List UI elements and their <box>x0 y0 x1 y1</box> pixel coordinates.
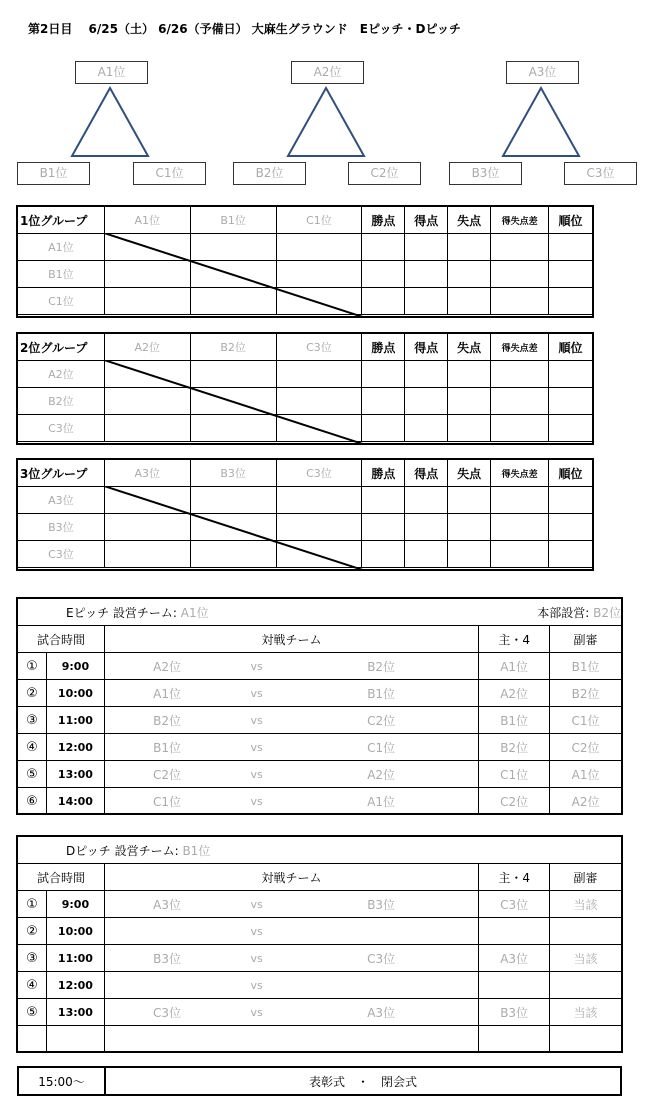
match-main-referee: C1位 <box>479 761 550 788</box>
match-sub-referee: B1位 <box>550 653 622 680</box>
match-sub-referee: 当該 <box>550 999 622 1026</box>
group-cell <box>362 361 405 388</box>
match-home: B1位 <box>104 734 229 761</box>
group-row-team: B2位 <box>18 388 105 415</box>
group-row-team: A3位 <box>18 487 105 514</box>
group-cell <box>448 361 491 388</box>
col-rank: 順位 <box>549 334 593 361</box>
group-cell <box>448 388 491 415</box>
match-sub-referee: C1位 <box>550 707 622 734</box>
match-time: 9:00 <box>46 653 104 680</box>
pitch-d-col-time: 試合時間 <box>18 864 105 891</box>
group-cell <box>405 261 448 288</box>
group-cell <box>362 514 405 541</box>
group-cell <box>549 514 593 541</box>
match-row <box>18 707 622 734</box>
match-away: A3位 <box>284 999 479 1026</box>
match-main-referee <box>479 972 550 999</box>
triangle-2-top: A2位 <box>291 61 364 84</box>
col-goals-against: 失点 <box>448 334 491 361</box>
group-name: 1位グループ <box>18 207 105 234</box>
match-vs: vs <box>229 918 284 945</box>
match-vs: vs <box>229 972 284 999</box>
match-main-referee <box>479 1026 550 1053</box>
match-vs: vs <box>229 999 284 1026</box>
match-number: ③ <box>18 707 47 734</box>
pitch-e-title: Eピッチ 設営チーム: <box>66 605 177 620</box>
triangle-3 <box>503 88 579 156</box>
group-cell <box>405 234 448 261</box>
match-vs: vs <box>229 680 284 707</box>
match-away: A1位 <box>284 788 479 815</box>
diagonal-line <box>104 486 363 570</box>
group-cell <box>405 288 448 315</box>
triangle-2-left: B2位 <box>233 162 306 185</box>
match-vs: vs <box>229 707 284 734</box>
match-home: B3位 <box>104 945 229 972</box>
match-sub-referee <box>550 918 622 945</box>
match-main-referee <box>479 918 550 945</box>
group-cell <box>491 388 549 415</box>
match-home: C1位 <box>104 788 229 815</box>
group-cell <box>362 288 405 315</box>
match-vs: vs <box>229 891 284 918</box>
match-home: C3位 <box>104 999 229 1026</box>
match-main-referee: A1位 <box>479 653 550 680</box>
closing-time: 15:00～ <box>18 1067 105 1095</box>
col-goals-for: 得点 <box>405 334 448 361</box>
match-row <box>18 945 622 972</box>
group-cell <box>491 261 549 288</box>
match-sub-referee: B2位 <box>550 680 622 707</box>
match-row <box>18 653 622 680</box>
match-main-referee: B2位 <box>479 734 550 761</box>
group-row-team: C3位 <box>18 541 105 568</box>
closing-table <box>17 1066 622 1096</box>
col-goal-diff: 得失点差 <box>491 460 549 487</box>
group-cell <box>491 234 549 261</box>
triangle-diagram <box>0 0 648 200</box>
match-main-referee: B1位 <box>479 707 550 734</box>
match-row <box>18 891 622 918</box>
match-away: C3位 <box>284 945 479 972</box>
col-win-points: 勝点 <box>362 334 405 361</box>
match-vs: vs <box>229 761 284 788</box>
match-main-referee: C2位 <box>479 788 550 815</box>
match-vs: vs <box>229 734 284 761</box>
match-row <box>18 999 622 1026</box>
col-win-points: 勝点 <box>362 460 405 487</box>
match-home <box>104 1026 229 1053</box>
group-cell <box>448 514 491 541</box>
pitch-e-col-sub: 副審 <box>550 626 622 653</box>
match-away: C1位 <box>284 734 479 761</box>
pitch-d-title: Dピッチ 設営チーム: <box>66 843 179 858</box>
group-cell <box>549 388 593 415</box>
match-number: ③ <box>18 945 47 972</box>
match-home <box>104 972 229 999</box>
match-time: 9:00 <box>46 891 104 918</box>
group-row-team: B3位 <box>18 514 105 541</box>
match-sub-referee: A2位 <box>550 788 622 815</box>
group-cell <box>405 388 448 415</box>
group-cell <box>549 415 593 442</box>
group-cell <box>549 541 593 568</box>
triangle-1-right: C1位 <box>133 162 206 185</box>
match-time: 10:00 <box>46 918 104 945</box>
triangle-2 <box>288 88 364 156</box>
match-time: 13:00 <box>46 761 104 788</box>
match-sub-referee: 当該 <box>550 945 622 972</box>
col-goal-diff: 得失点差 <box>491 207 549 234</box>
match-home: A3位 <box>104 891 229 918</box>
match-sub-referee <box>550 972 622 999</box>
match-vs: vs <box>229 788 284 815</box>
match-away: C2位 <box>284 707 479 734</box>
pitch-e-col-time: 試合時間 <box>18 626 105 653</box>
group-cell <box>362 415 405 442</box>
group-col-team: C3位 <box>276 460 362 487</box>
triangle-1 <box>72 88 148 156</box>
group-cell <box>491 415 549 442</box>
group-row-team: C3位 <box>18 415 105 442</box>
match-row <box>18 734 622 761</box>
group-cell <box>549 487 593 514</box>
match-number: ④ <box>18 734 47 761</box>
match-number: ② <box>18 918 47 945</box>
match-time: 13:00 <box>46 999 104 1026</box>
triangle-3-top: A3位 <box>506 61 579 84</box>
group-col-team: B1位 <box>190 207 276 234</box>
group-cell <box>549 361 593 388</box>
match-time: 12:00 <box>46 734 104 761</box>
match-away: B3位 <box>284 891 479 918</box>
group-cell <box>448 288 491 315</box>
group-cell <box>405 415 448 442</box>
col-win-points: 勝点 <box>362 207 405 234</box>
match-time: 12:00 <box>46 972 104 999</box>
triangle-3-left: B3位 <box>449 162 522 185</box>
group-cell <box>362 234 405 261</box>
group-col-team: B3位 <box>190 460 276 487</box>
match-time: 11:00 <box>46 707 104 734</box>
match-sub-referee: C2位 <box>550 734 622 761</box>
group-col-team: B2位 <box>190 334 276 361</box>
match-home: B2位 <box>104 707 229 734</box>
match-main-referee: A2位 <box>479 680 550 707</box>
match-time <box>46 1026 104 1053</box>
match-away <box>284 918 479 945</box>
pitch-e-hq-team: B2位 <box>593 605 621 620</box>
match-number <box>18 1026 47 1053</box>
col-goal-diff: 得失点差 <box>491 334 549 361</box>
triangle-3-right: C3位 <box>564 162 637 185</box>
match-sub-referee: 当該 <box>550 891 622 918</box>
col-goals-for: 得点 <box>405 460 448 487</box>
group-col-team: C3位 <box>276 334 362 361</box>
pitch-e-hq-label: 本部設営: <box>537 605 590 620</box>
page-title: 第2日目 6/25（土） 6/26（予備日） 大麻生グラウンド Eピッチ・Dピッチ <box>28 22 461 36</box>
pitch-d-table <box>17 836 622 1053</box>
group-cell <box>448 487 491 514</box>
match-time: 10:00 <box>46 680 104 707</box>
pitch-d-col-match: 対戦チーム <box>104 864 478 891</box>
group-cell <box>405 487 448 514</box>
match-away: A2位 <box>284 761 479 788</box>
group-col-team: A3位 <box>104 460 190 487</box>
triangle-1-left: B1位 <box>17 162 90 185</box>
match-number: ② <box>18 680 47 707</box>
match-away: B2位 <box>284 653 479 680</box>
match-time: 14:00 <box>46 788 104 815</box>
match-home: C2位 <box>104 761 229 788</box>
match-away <box>284 972 479 999</box>
group-cell <box>491 541 549 568</box>
match-row <box>18 972 622 999</box>
triangle-2-right: C2位 <box>348 162 421 185</box>
match-number: ④ <box>18 972 47 999</box>
group-cell <box>491 487 549 514</box>
group-cell <box>448 541 491 568</box>
group-cell <box>549 261 593 288</box>
match-time: 11:00 <box>46 945 104 972</box>
pitch-e-col-main: 主・4 <box>479 626 550 653</box>
group-row-team: A1位 <box>18 234 105 261</box>
match-row <box>18 788 622 815</box>
group-name: 2位グループ <box>18 334 105 361</box>
match-main-referee: C3位 <box>479 891 550 918</box>
match-home: A1位 <box>104 680 229 707</box>
match-vs: vs <box>229 945 284 972</box>
col-goals-against: 失点 <box>448 207 491 234</box>
pitch-d-setup-team: B1位 <box>182 843 211 858</box>
pitch-d-col-sub: 副審 <box>550 864 622 891</box>
group-name: 3位グループ <box>18 460 105 487</box>
group-cell <box>549 288 593 315</box>
match-home: A2位 <box>104 653 229 680</box>
match-sub-referee: A1位 <box>550 761 622 788</box>
group-cell <box>362 541 405 568</box>
group-cell <box>405 541 448 568</box>
match-away <box>284 1026 479 1053</box>
match-main-referee: B3位 <box>479 999 550 1026</box>
group-cell <box>405 361 448 388</box>
match-number: ⑤ <box>18 999 47 1026</box>
group-cell <box>549 234 593 261</box>
group-row-team: B1位 <box>18 261 105 288</box>
match-main-referee: A3位 <box>479 945 550 972</box>
group-cell <box>491 361 549 388</box>
col-goals-for: 得点 <box>405 207 448 234</box>
match-home <box>104 918 229 945</box>
pitch-e-table <box>17 598 622 815</box>
closing-label: 表彰式 ・ 閉会式 <box>105 1067 621 1095</box>
match-vs: vs <box>229 653 284 680</box>
col-goals-against: 失点 <box>448 460 491 487</box>
match-sub-referee <box>550 1026 622 1053</box>
match-row <box>18 680 622 707</box>
match-number: ① <box>18 891 47 918</box>
group-cell <box>362 261 405 288</box>
group-col-team: C1位 <box>276 207 362 234</box>
triangle-1-top: A1位 <box>75 61 148 84</box>
group-col-team: A1位 <box>104 207 190 234</box>
col-rank: 順位 <box>549 207 593 234</box>
diagonal-line <box>104 360 363 444</box>
group-cell <box>448 415 491 442</box>
group-cell <box>448 234 491 261</box>
group-cell <box>491 514 549 541</box>
group-row-team: A2位 <box>18 361 105 388</box>
match-number: ⑤ <box>18 761 47 788</box>
group-cell <box>405 514 448 541</box>
group-cell <box>362 487 405 514</box>
group-cell <box>448 261 491 288</box>
pitch-e-col-match: 対戦チーム <box>104 626 478 653</box>
pitch-d-col-main: 主・4 <box>479 864 550 891</box>
col-rank: 順位 <box>549 460 593 487</box>
match-number: ⑥ <box>18 788 47 815</box>
group-cell <box>491 288 549 315</box>
match-number: ① <box>18 653 47 680</box>
match-row <box>18 1026 622 1053</box>
match-row <box>18 761 622 788</box>
match-vs <box>229 1026 284 1053</box>
match-row <box>18 918 622 945</box>
match-away: B1位 <box>284 680 479 707</box>
group-col-team: A2位 <box>104 334 190 361</box>
diagonal-line <box>104 233 363 317</box>
group-cell <box>362 388 405 415</box>
pitch-e-setup-team: A1位 <box>180 605 209 620</box>
group-row-team: C1位 <box>18 288 105 315</box>
